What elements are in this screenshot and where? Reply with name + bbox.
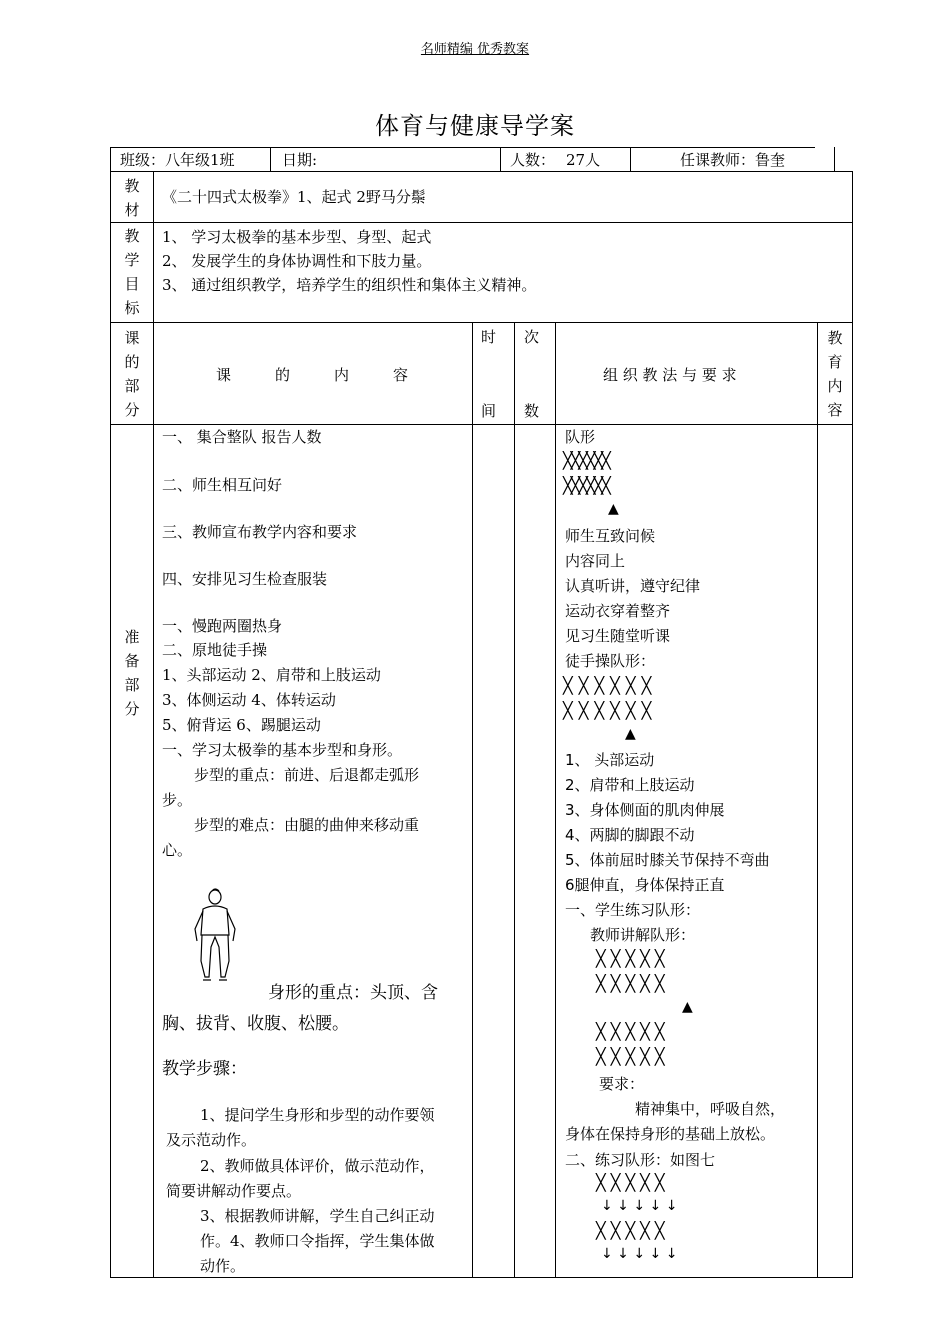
- content-line: 步。: [162, 791, 193, 809]
- method-line: 5、体前屈时膝关节保持不弯曲: [565, 851, 770, 869]
- page-header: 名师精编 优秀教案: [420, 42, 530, 57]
- info-top-line: [110, 147, 815, 148]
- formation-row: ╳ ╳ ╳ ╳ ╳: [596, 1022, 665, 1041]
- col-header-content-4: 容: [393, 366, 409, 384]
- method-line: 6腿伸直，身体保持正直: [565, 876, 725, 894]
- content-line: 5、俯背运 6、踢腿运动: [162, 716, 321, 734]
- formation-row: ╳ ╳ ╳ ╳ ╳ ╳: [563, 676, 652, 695]
- requirement-label: 要求：: [599, 1075, 645, 1093]
- col-header-content-3: 内: [334, 366, 350, 384]
- content-line: 简要讲解动作要点。: [166, 1182, 302, 1200]
- method-line: 徒手操队形：: [565, 652, 656, 670]
- goal-item: 2、 发展学生的身体协调性和下肢力量。: [162, 252, 432, 270]
- method-line: 一、学生练习队形：: [565, 901, 701, 919]
- content-line: 胸、拔背、收腹、松腰。: [162, 1014, 349, 1034]
- content-line: 3、体侧运动 4、体转运动: [162, 691, 336, 709]
- method-line: 内容同上: [565, 552, 626, 570]
- col-header-time-1: 时: [481, 328, 497, 346]
- practice-label: 二、练习队形：如图七: [565, 1151, 716, 1169]
- formation-row: ╳ ╳ ╳ ╳ ╳: [596, 949, 665, 968]
- date-label: 日期:: [282, 151, 318, 169]
- col-header-method: 组 织 教 法 与 要 求: [603, 366, 737, 384]
- content-line: 步型的难点：由腿的曲伸来移动重: [194, 816, 420, 834]
- content-line: 身形的重点：头顶、含: [268, 983, 438, 1003]
- formation-row: ╳╳╳╳╳╳: [563, 476, 609, 495]
- requirement-line: 身体在保持身形的基础上放松。: [565, 1125, 776, 1143]
- method-line: 4、两脚的脚跟不动: [565, 826, 695, 844]
- teacher-label: 任课教师：鲁奎: [680, 151, 786, 169]
- formation-row: ╳ ╳ ╳ ╳ ╳ ╳: [563, 701, 652, 720]
- col-header-time-2: 间: [481, 402, 497, 420]
- material-label: 教 材: [124, 177, 140, 219]
- method-line: 见习生随堂听课: [565, 627, 671, 645]
- content-line: 二、师生相互问好: [162, 476, 283, 494]
- col-header-count-1: 次: [524, 328, 540, 346]
- goal-item: 1、 学习太极拳的基本步型、身型、起式: [162, 228, 432, 246]
- requirement-line: 精神集中，呼吸自然，: [635, 1100, 786, 1118]
- arrow-row: ↓ ↓ ↓ ↓ ↓: [601, 1246, 678, 1262]
- taiji-figure-illustration: [185, 885, 245, 985]
- method-line: 运动衣穿着整齐: [565, 602, 671, 620]
- goal-item: 3、 通过组织教学，培养学生的组织性和集体主义精神。: [162, 276, 537, 294]
- content-line: 一、 集合整队 报告人数: [162, 428, 322, 446]
- content-line: 3、根据教师讲解，学生自己纠正动: [200, 1207, 435, 1225]
- method-line: 2、肩带和上肢运动: [565, 776, 695, 794]
- content-line: 1、提问学生身形和步型的动作要领: [200, 1106, 435, 1124]
- formation-row: ╳ ╳ ╳ ╳ ╳: [596, 974, 665, 993]
- content-line: 教学步骤：: [162, 1059, 247, 1079]
- formation-label: 队形: [565, 428, 596, 446]
- goals-label: 教 学 目 标: [124, 227, 140, 317]
- table-bottom-border: [110, 1277, 853, 1278]
- count-label: 人数：: [510, 151, 556, 169]
- content-line: 四、安排见习生检查服装: [162, 570, 328, 588]
- content-line: 及示范动作。: [166, 1131, 257, 1149]
- content-line: 一、慢跑两圈热身: [162, 617, 283, 635]
- formation-row: ╳╳╳╳╳╳: [563, 451, 609, 470]
- method-line: 1、 头部运动: [565, 751, 655, 769]
- count-value: 27人: [566, 151, 601, 169]
- class-label: 班级：八年级1班: [120, 151, 235, 169]
- page-title: 体育与健康导学案: [375, 112, 575, 140]
- content-line: 心。: [162, 841, 193, 859]
- section-label: 准 备 部 分: [124, 628, 140, 718]
- content-line: 三、教师宣布教学内容和要求: [162, 523, 358, 541]
- col-header-count-2: 数: [524, 402, 540, 420]
- info-bottom-line: [110, 171, 853, 172]
- content-line: 1、头部运动 2、肩带和上肢运动: [162, 666, 381, 684]
- table-right-border: [852, 172, 853, 1278]
- method-line: 认真听讲，遵守纪律: [565, 577, 701, 595]
- arrow-row: ↓ ↓ ↓ ↓ ↓: [601, 1198, 678, 1214]
- content-line: 作。4、教师口令指挥，学生集体做: [200, 1232, 435, 1250]
- content-line: 2、教师做具体评价，做示范动作，: [200, 1157, 435, 1175]
- method-line: 教师讲解队形：: [590, 926, 696, 944]
- method-line: 师生互致问候: [565, 527, 656, 545]
- col-header-content-1: 课: [216, 366, 232, 384]
- col-header-edu: 教 育 内 容: [827, 329, 843, 419]
- formation-row: ╳ ╳ ╳ ╳ ╳: [596, 1047, 665, 1066]
- formation-row: ╳ ╳ ╳ ╳ ╳: [596, 1221, 665, 1240]
- content-line: 动作。: [200, 1257, 246, 1275]
- formation-row: ╳ ╳ ╳ ╳ ╳: [596, 1173, 665, 1192]
- teacher-marker: ▲: [682, 999, 693, 1015]
- col-header-part: 课 的 部 分: [124, 329, 140, 419]
- teacher-marker: ▲: [608, 501, 619, 517]
- method-line: 3、身体侧面的肌肉伸展: [565, 801, 725, 819]
- material-text: 《二十四式太极拳》1、起式 2野马分鬃: [162, 188, 426, 206]
- content-line: 步型的重点：前进、后退都走弧形: [194, 766, 420, 784]
- col-header-content-2: 的: [275, 366, 291, 384]
- teacher-marker: ▲: [625, 726, 636, 742]
- content-line: 一、学习太极拳的基本步型和身形。: [162, 741, 403, 759]
- content-line: 二、原地徒手操: [162, 641, 268, 659]
